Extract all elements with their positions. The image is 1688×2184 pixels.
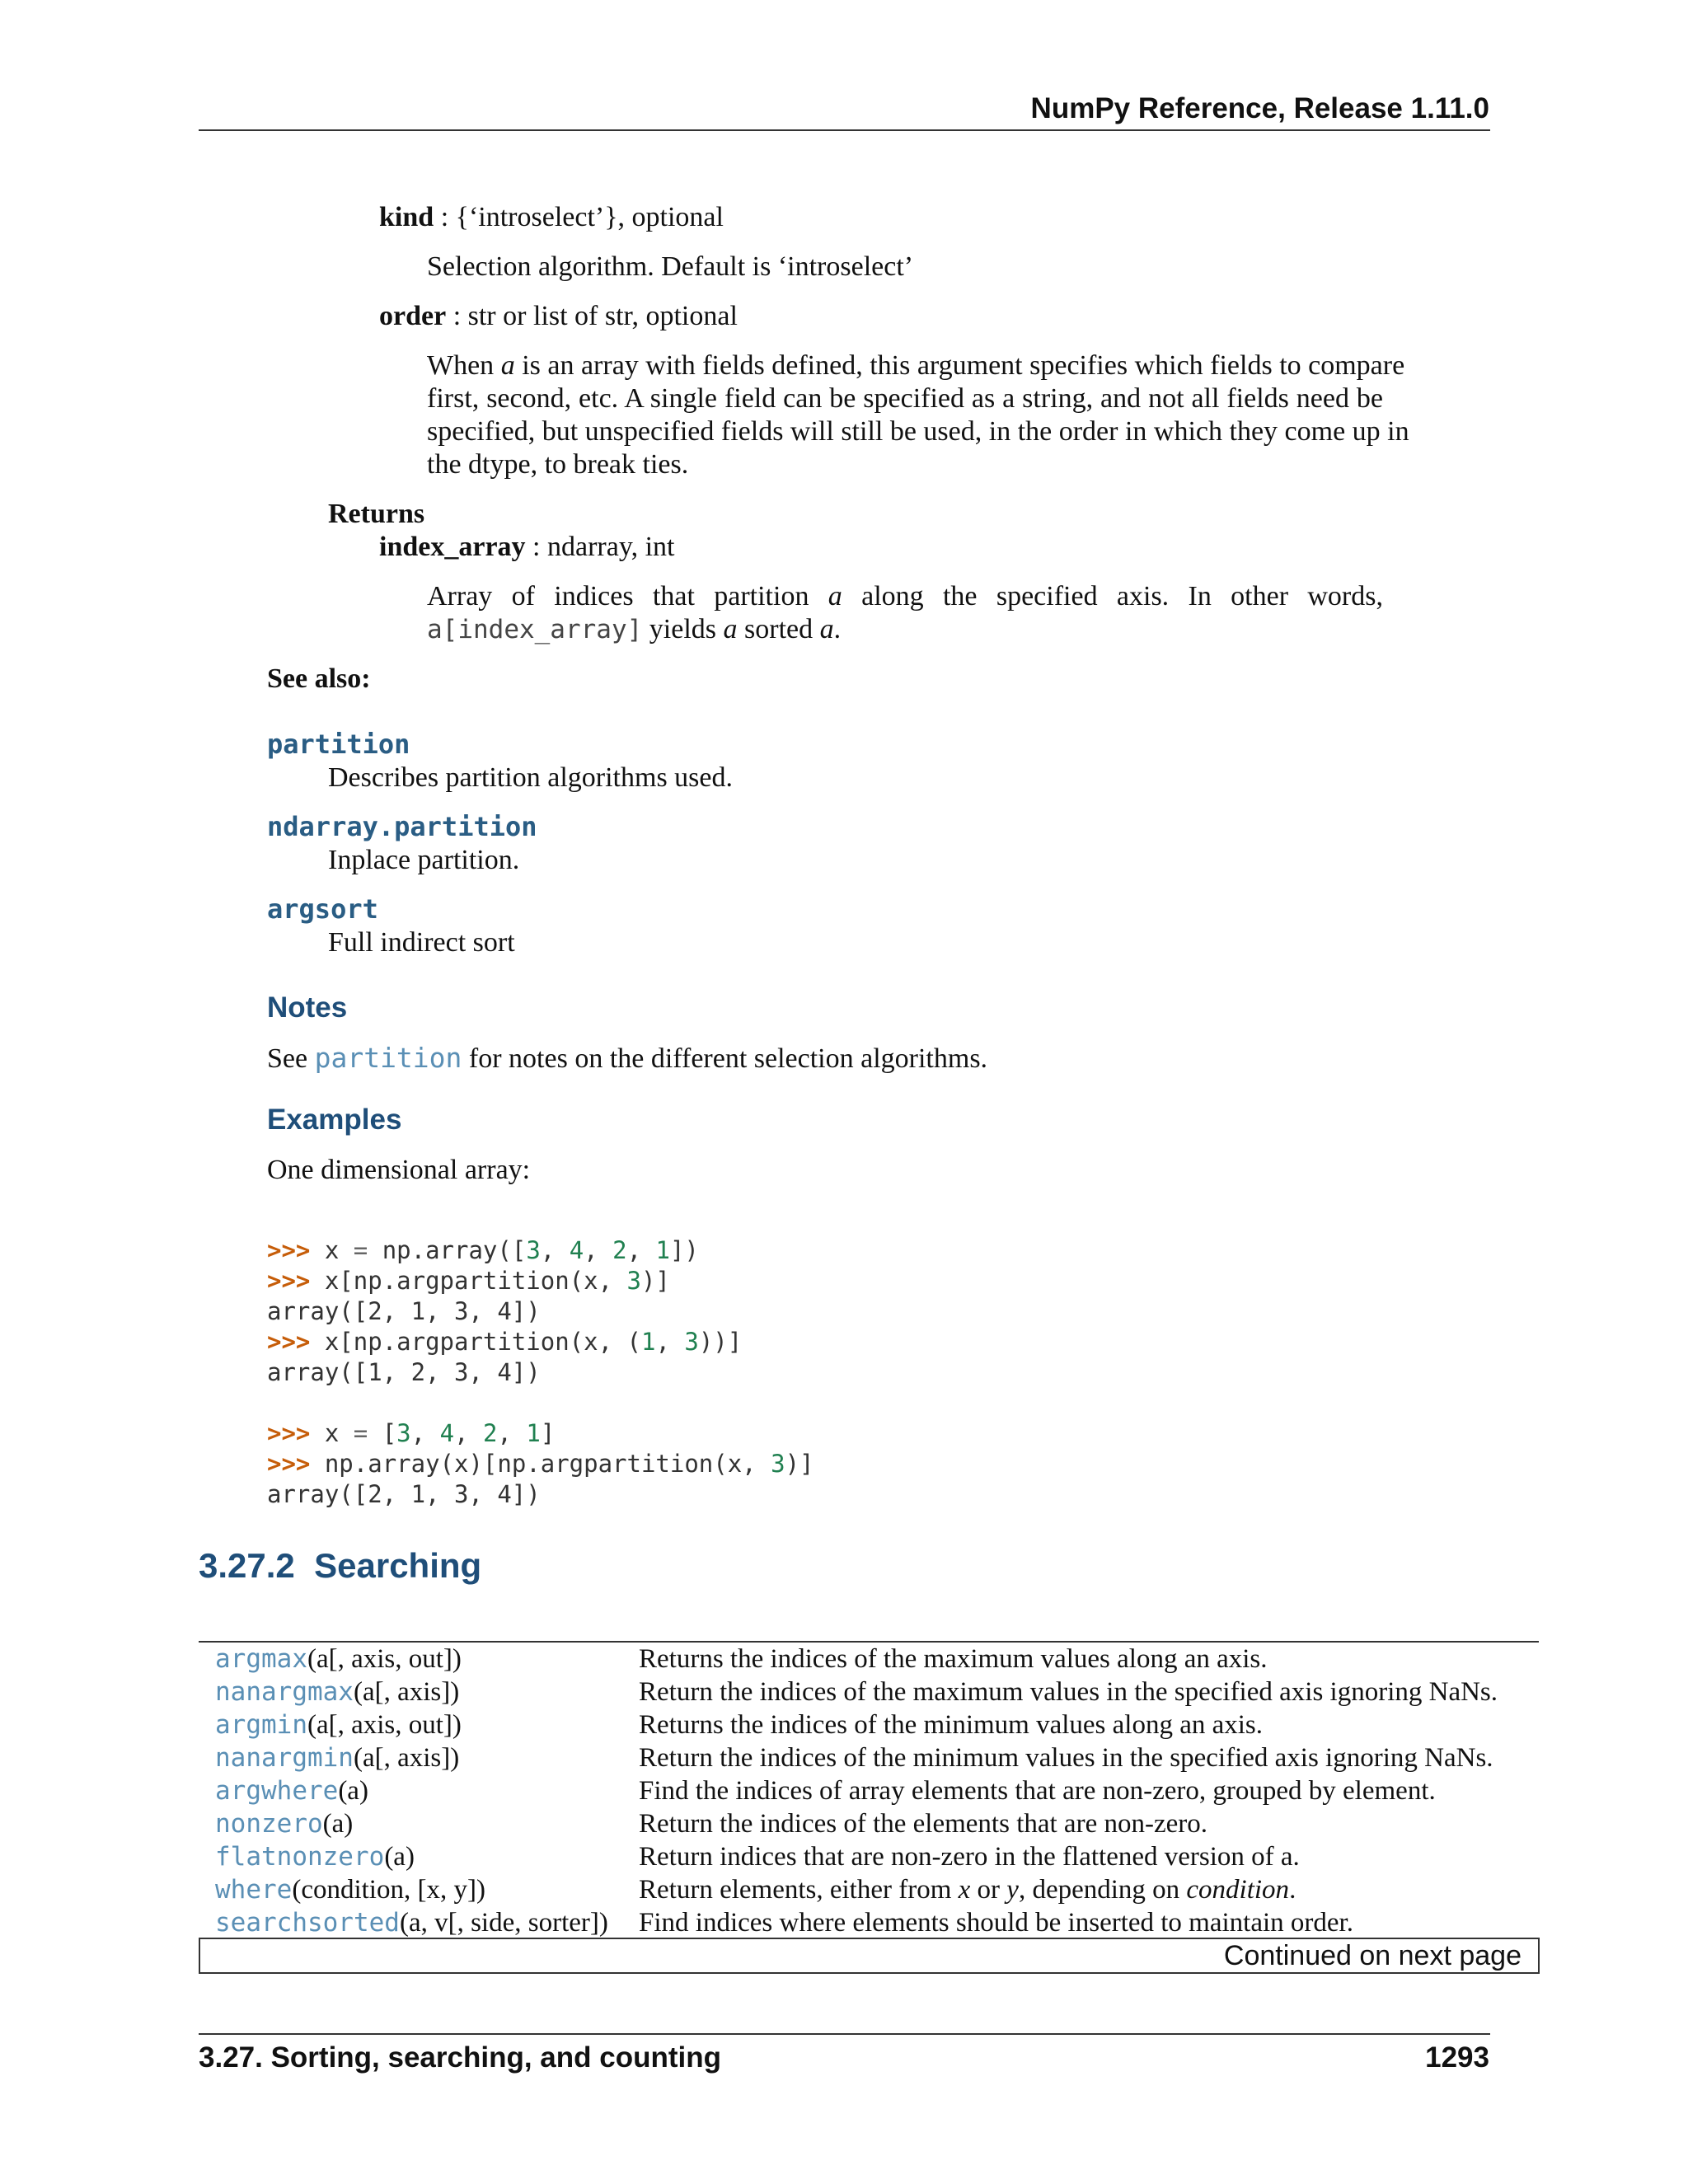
function-desc: Find indices where elements should be inserted to maintain order.	[639, 1908, 1353, 1938]
function-args: (a)	[384, 1842, 415, 1872]
code-line: array([2, 1, 3, 4])	[267, 1297, 541, 1325]
param-kind	[379, 201, 724, 234]
table-row	[199, 1774, 1539, 1807]
table-row	[199, 1741, 1539, 1774]
see-also-link-argsort[interactable]: argsort	[267, 893, 378, 925]
table-row	[199, 1642, 1539, 1675]
desc-line: first, second, etc. A single field can be specified as a string, and not all fields need be	[427, 383, 1383, 414]
function-desc: Return the indices of the elements that are non-zero.	[639, 1809, 1207, 1839]
function-desc: Find the indices of array elements that are non-zero, grouped by element.	[639, 1776, 1436, 1806]
desc-line: the dtype, to break ties.	[427, 449, 689, 480]
continued-label: Continued on next page	[1223, 1940, 1522, 1971]
table-row	[199, 1708, 1539, 1741]
function-args: (a)	[338, 1776, 368, 1806]
desc-line	[427, 613, 1383, 646]
code-line: >>> np.array(x)[np.argpartition(x, 3)]	[267, 1450, 814, 1478]
code-line: >>> x[np.argpartition(x, 3)]	[267, 1267, 670, 1295]
footer-section: 3.27. Sorting, searching, and counting	[199, 2041, 721, 2074]
function-desc: Return the indices of the maximum values in the specified axis ignoring NaNs.	[639, 1677, 1498, 1707]
notes-post: for notes on the different selection algorithms.	[462, 1043, 988, 1074]
code-line: >>> x[np.argpartition(x, (1, 3))]	[267, 1328, 743, 1356]
param-kind-desc: Selection algorithm. Default is ‘introselect’	[427, 251, 914, 282]
function-signature	[199, 1741, 639, 1774]
code-line: array([2, 1, 3, 4])	[267, 1480, 541, 1508]
function-signature	[199, 1906, 639, 1939]
function-signature	[199, 1807, 639, 1840]
function-link-where[interactable]: where	[215, 1875, 293, 1905]
see-also-desc: Inplace partition.	[328, 845, 520, 875]
param-type: : {‘introselect’}, optional	[434, 202, 724, 232]
section-heading	[199, 1546, 481, 1586]
section-title: Searching	[314, 1546, 482, 1585]
function-link-argwhere[interactable]: argwhere	[215, 1776, 339, 1806]
function-table	[199, 1641, 1539, 1939]
see-also-link-ndarray-partition[interactable]: ndarray.partition	[267, 811, 537, 842]
param-name: kind	[379, 202, 434, 232]
code-line: >>> x = [3, 4, 2, 1]	[267, 1419, 556, 1447]
table-row	[199, 1675, 1539, 1708]
function-args: (a)	[322, 1809, 354, 1839]
function-signature	[199, 1642, 639, 1675]
running-header: NumPy Reference, Release 1.11.0	[1030, 92, 1489, 124]
param-name: index_array	[379, 532, 526, 562]
function-desc: Returns the indices of the maximum values along an axis.	[639, 1644, 1268, 1674]
param-type: : str or list of str, optional	[446, 301, 738, 331]
function-signature	[199, 1675, 639, 1708]
examples-heading: Examples	[267, 1104, 402, 1136]
page-number: 1293	[1425, 2041, 1489, 2074]
inline-code: a[index_array]	[427, 615, 643, 644]
function-args: (condition, [x, y])	[292, 1875, 485, 1905]
function-args: (a[, axis, out])	[307, 1710, 462, 1740]
desc-line: specified, but unspecified fields will still be used, in the order in which they come up in	[427, 416, 1409, 447]
table-row	[199, 1873, 1539, 1906]
function-link-nanargmin[interactable]: nanargmin	[215, 1743, 354, 1773]
code-line: >>> x = np.array([3, 4, 2, 1])	[267, 1236, 699, 1264]
function-args: (a[, axis])	[353, 1677, 460, 1707]
param-type: : ndarray, int	[525, 532, 675, 562]
function-link-searchsorted[interactable]: searchsorted	[215, 1908, 400, 1938]
function-desc: Return indices that are non-zero in the flattened version of a.	[639, 1842, 1300, 1872]
function-desc: Return the indices of the minimum values in the specified axis ignoring NaNs.	[639, 1743, 1493, 1773]
function-link-flatnonzero[interactable]: flatnonzero	[215, 1842, 385, 1872]
code-lines	[267, 1235, 814, 1510]
function-link-nanargmax[interactable]: nanargmax	[215, 1677, 354, 1707]
function-signature	[199, 1708, 639, 1741]
see-also-link-partition[interactable]: partition	[267, 729, 410, 760]
returns-heading: Returns	[328, 499, 425, 529]
returns-param	[379, 531, 675, 564]
function-args: (a[, axis, out])	[307, 1644, 462, 1674]
table-row	[199, 1807, 1539, 1840]
see-also-desc: Full indirect sort	[328, 927, 515, 958]
notes-link-partition[interactable]: partition	[314, 1042, 462, 1074]
param-order-desc	[427, 349, 1409, 481]
code-line: array([1, 2, 3, 4])	[267, 1358, 541, 1386]
function-desc: Returns the indices of the minimum values along an axis.	[639, 1710, 1264, 1740]
notes-heading: Notes	[267, 991, 348, 1024]
see-also-desc: Describes partition algorithms used.	[328, 762, 734, 793]
section-number: 3.27.2	[199, 1546, 295, 1585]
notes-text	[267, 1042, 987, 1076]
footer-rule	[199, 2033, 1490, 2035]
function-link-argmax[interactable]: argmax	[215, 1644, 307, 1674]
desc-line: When a is an array with fields defined, this argument specifies which fields to compare	[427, 350, 1405, 381]
code-line	[267, 1388, 814, 1418]
continued-box	[199, 1938, 1540, 1974]
table-row	[199, 1840, 1539, 1873]
param-name: order	[379, 301, 447, 331]
desc-line: Array of indices that partition a along the specified axis. In other words,	[427, 581, 1383, 612]
desc-tail: yields a sorted a.	[642, 614, 842, 644]
header-rule	[199, 129, 1490, 131]
function-link-argmin[interactable]: argmin	[215, 1710, 307, 1740]
function-signature	[199, 1774, 639, 1807]
examples-intro: One dimensional array:	[267, 1155, 531, 1185]
function-args: (a, v[, side, sorter])	[399, 1908, 608, 1938]
function-signature	[199, 1873, 639, 1906]
code-block	[267, 1205, 814, 1540]
table-row	[199, 1906, 1539, 1939]
see-also-heading: See also:	[267, 663, 371, 694]
function-link-nonzero[interactable]: nonzero	[215, 1809, 323, 1839]
notes-pre: See	[267, 1043, 315, 1074]
returns-desc	[427, 580, 1383, 646]
function-desc: Return elements, either from x or y, depending on condition.	[639, 1875, 1296, 1905]
function-args: (a[, axis])	[353, 1743, 460, 1773]
function-signature	[199, 1840, 639, 1873]
param-order	[379, 300, 738, 333]
